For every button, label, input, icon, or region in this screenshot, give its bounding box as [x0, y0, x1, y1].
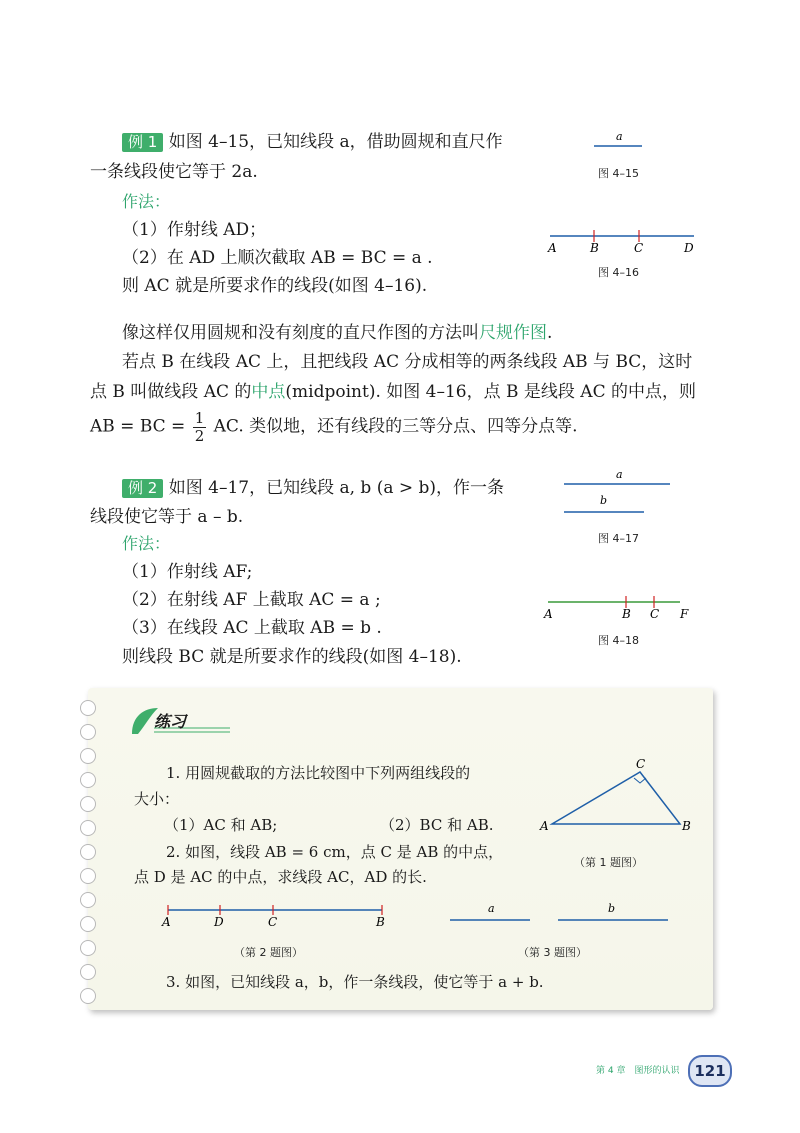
example2-method: 作法： [122, 534, 171, 553]
figure-4-16 [544, 224, 704, 256]
term-ruler-compass: 尺规作图 [479, 323, 547, 343]
q1-label-b: B [682, 819, 691, 833]
binder-ring [80, 844, 96, 860]
para-line3-end: (midpoint). 如图 4–16，点 B 是线段 AC 的中点，则 [285, 382, 696, 402]
q1-label-a: A [540, 819, 549, 833]
fig417-caption: 图 4–17 [598, 532, 639, 545]
q2-caption: （第 2 题图） [234, 946, 303, 959]
fig416-label-d: D [684, 241, 694, 255]
q1-label-c: C [636, 758, 646, 771]
figure-q1-triangle [538, 758, 698, 838]
example1-step1: （1）作射线 AD； [122, 220, 267, 240]
figure-q2-segment [158, 902, 398, 930]
q2-label-d: D [214, 915, 224, 929]
para-line3 [90, 384, 696, 401]
example1-heading [122, 133, 503, 152]
binder-ring [80, 916, 96, 932]
example2-heading [122, 479, 504, 498]
example1-badge: 例 1 [122, 133, 163, 152]
binder-ring [80, 700, 96, 716]
binder-ring [80, 796, 96, 812]
figure-4-15 [590, 130, 650, 152]
para-line4 [90, 410, 578, 444]
fraction-one-half [193, 410, 207, 444]
para-line3-text: 点 B 叫做线段 AC 的 [90, 382, 252, 402]
fig416-label-a: A [548, 241, 557, 255]
q1-caption: （第 1 题图） [574, 856, 643, 869]
para-line1-end: . [547, 323, 553, 343]
example2-line1: 如图 4–17，已知线段 a, b (a > b)，作一条 [168, 478, 505, 498]
binder-ring [80, 940, 96, 956]
frac-denominator: 2 [194, 426, 205, 445]
example2-conclusion: 则线段 BC 就是所要求作的线段(如图 4–18). [122, 647, 462, 667]
binder-ring [80, 820, 96, 836]
q2-line1: 2. 如图，线段 AB = 6 cm，点 C 是 AB 的中点， [166, 843, 504, 861]
binder-ring [80, 772, 96, 788]
q2-line2: 点 D 是 AC 的中点，求线段 AC，AD 的长. [134, 868, 427, 886]
example1-method: 作法： [122, 192, 171, 211]
exercise-title: 练习 [154, 712, 187, 731]
example1-line2: 一条线段使它等于 2a. [90, 162, 258, 182]
fig418-caption: 图 4–18 [598, 634, 639, 647]
q1-line1: 1. 用圆规截取的方法比较图中下列两组线段的 [166, 764, 471, 782]
q1-option2: （2）BC 和 AB. [380, 816, 494, 834]
example2-step2: （2）在射线 AF 上截取 AC = a ; [122, 590, 381, 610]
fig418-label-c: C [650, 607, 660, 621]
fig416-caption: 图 4–16 [598, 266, 639, 279]
q3-caption: （第 3 题图） [518, 946, 587, 959]
para-line4-pre: AB = BC = [90, 416, 186, 437]
figure-4-18 [540, 592, 700, 622]
binder-ring [80, 892, 96, 908]
figure-q3-segments [444, 902, 684, 926]
example2-step3: （3）在线段 AC 上截取 AB = b . [122, 618, 382, 638]
binder-ring [80, 748, 96, 764]
example1-step2: （2）在 AD 上顺次截取 AB = BC = a . [122, 248, 433, 268]
fig418-label-a: A [544, 607, 553, 621]
example1-line1: 如图 4–15，已知线段 a，借助圆规和直尺作 [168, 132, 503, 152]
fig418-label-b: B [622, 607, 631, 621]
q2-label-b: B [376, 915, 385, 929]
example2-badge: 例 2 [122, 479, 163, 498]
fig415-caption: 图 4–15 [598, 167, 639, 180]
fig417-label-a: a [616, 468, 623, 481]
q1-line2: 大小： [134, 790, 180, 808]
binder-ring [80, 868, 96, 884]
fig416-label-c: C [634, 241, 644, 255]
binder-ring [80, 964, 96, 980]
term-midpoint: 中点 [251, 382, 286, 402]
q2-label-c: C [268, 915, 278, 929]
fig417-label-b: b [600, 494, 608, 507]
binder-ring [80, 724, 96, 740]
q3-label-a: a [488, 902, 495, 915]
figure-4-17 [560, 466, 680, 518]
frac-numerator: 1 [194, 409, 205, 427]
binder-ring [80, 988, 96, 1004]
q3-label-b: b [608, 902, 616, 915]
para-line4-post: AC. 类似地，还有线段的三等分点、四等分点等. [213, 416, 578, 437]
exercise-panel [88, 688, 713, 1010]
fig418-label-f: F [680, 607, 689, 621]
page-number: 121 [688, 1055, 732, 1087]
example1-conclusion: 则 AC 就是所要求作的线段(如图 4–16). [122, 276, 428, 296]
q2-label-a: A [162, 915, 171, 929]
fig415-label-a: a [616, 130, 623, 143]
fig416-label-b: B [590, 241, 599, 255]
para-line2: 若点 B 在线段 AC 上，且把线段 AC 分成相等的两条线段 AB 与 BC，这时 [122, 352, 693, 372]
q3-text: 3. 如图，已知线段 a，b，作一条线段，使它等于 a + b. [166, 973, 544, 991]
example2-step1: （1）作射线 AF; [122, 562, 253, 582]
q1-option1: （1）AC 和 AB; [164, 816, 278, 834]
example2-line2: 线段使它等于 a – b. [90, 507, 244, 527]
para-line1 [122, 325, 552, 342]
para-line1-text: 像这样仅用圆规和没有刻度的直尺作图的方法叫 [122, 323, 479, 343]
footer-chapter: 第 4 章 图形的认识 [596, 1066, 680, 1076]
